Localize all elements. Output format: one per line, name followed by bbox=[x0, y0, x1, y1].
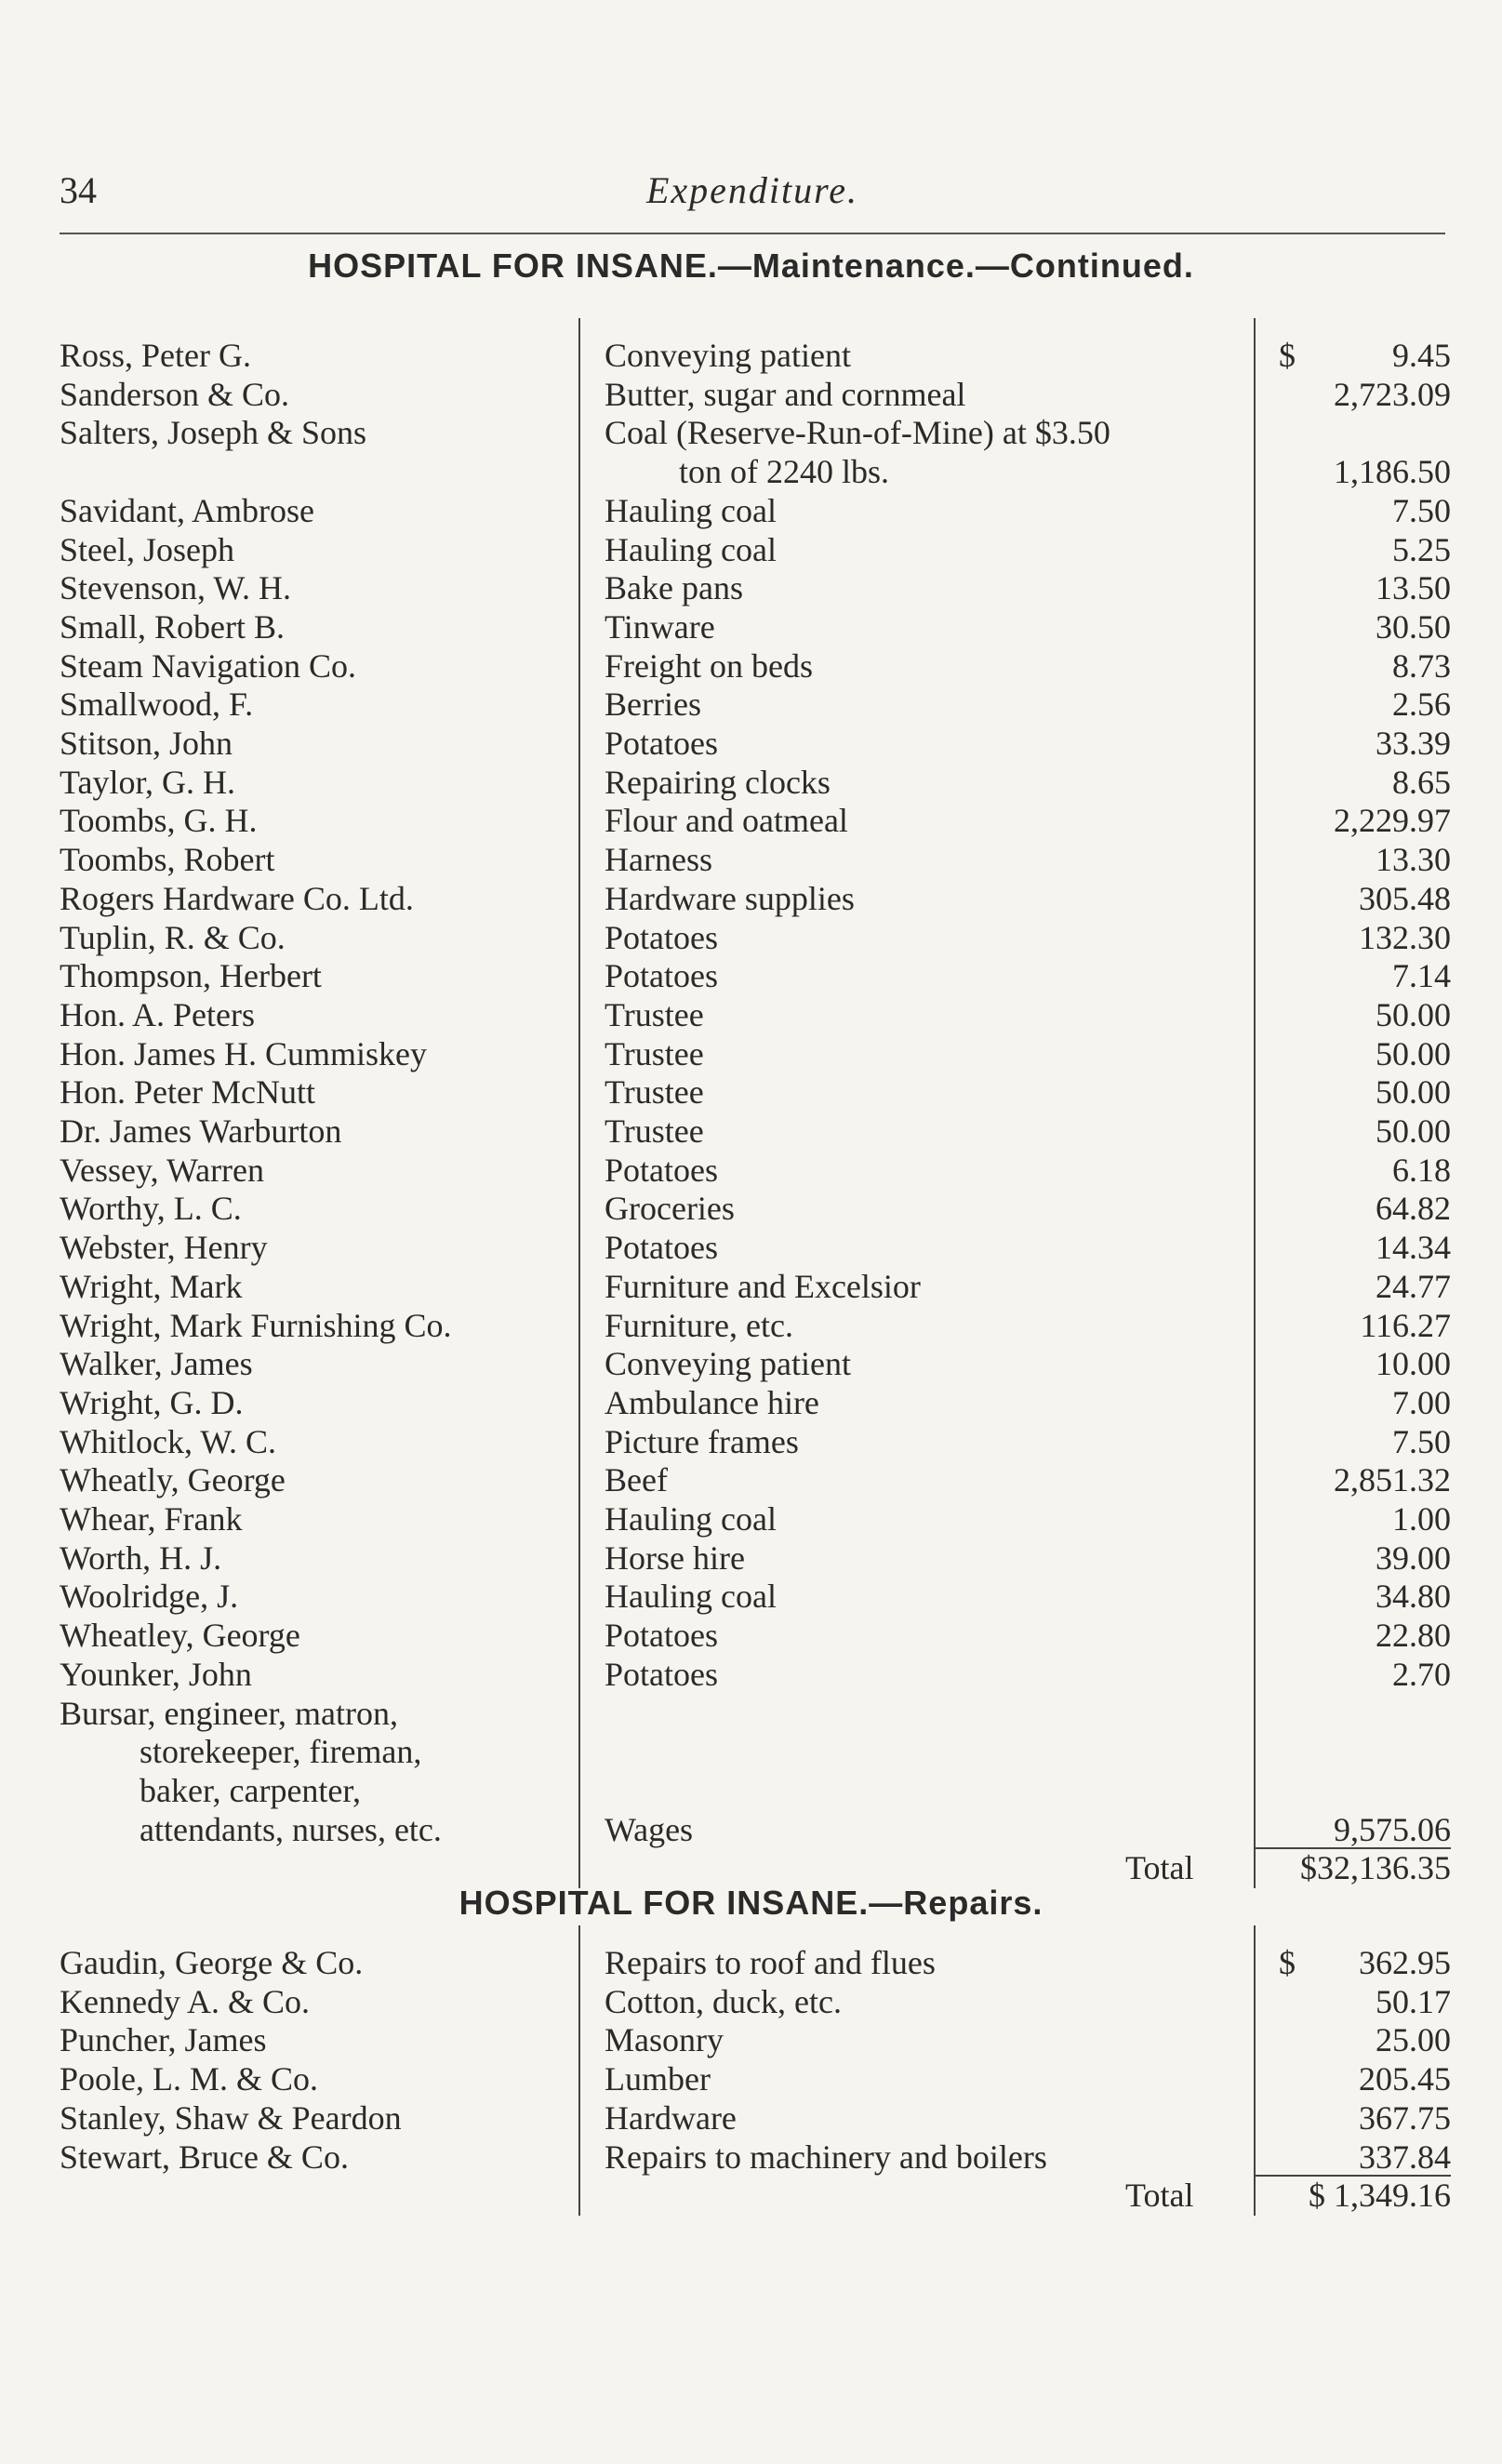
table-row bbox=[0, 492, 1502, 531]
amount: 25.00 bbox=[1376, 2021, 1451, 2059]
item-description: Trustee bbox=[605, 1112, 704, 1150]
item-description: Coal (Reserve-Run-of-Mine) at $3.50 bbox=[605, 414, 1110, 452]
table-row bbox=[0, 1656, 1502, 1695]
total-row bbox=[0, 2177, 1502, 2216]
payee-name: Savidant, Ambrose bbox=[60, 491, 314, 529]
amount: 9.45 bbox=[1392, 337, 1451, 374]
table-row bbox=[0, 1500, 1502, 1539]
table-row bbox=[0, 1733, 1502, 1772]
item-description: Potatoes bbox=[605, 725, 718, 762]
payee-name: Wheatly, George bbox=[60, 1461, 286, 1499]
amount: 6.18 bbox=[1392, 1151, 1451, 1189]
column-rule bbox=[578, 1925, 580, 2216]
table-row bbox=[0, 608, 1502, 647]
item-description: Potatoes bbox=[605, 1229, 718, 1267]
currency-symbol: $ bbox=[1279, 1944, 1296, 1981]
table-row bbox=[0, 880, 1502, 919]
table-row bbox=[0, 1112, 1502, 1152]
payee-name: Wheatley, George bbox=[60, 1617, 300, 1655]
payee-name: Vessey, Warren bbox=[60, 1151, 265, 1189]
table-row bbox=[0, 2099, 1502, 2138]
payee-name: storekeeper, fireman, bbox=[140, 1733, 422, 1771]
running-title: Expenditure. bbox=[645, 169, 858, 211]
amount: 10.00 bbox=[1376, 1345, 1451, 1383]
amount: 367.75 bbox=[1359, 2098, 1451, 2137]
item-description: ton of 2240 lbs. bbox=[679, 453, 890, 491]
item-description: Tinware bbox=[605, 607, 715, 646]
payee-name: Smallwood, F. bbox=[60, 686, 254, 724]
payee-name: Hon. A. Peters bbox=[60, 995, 255, 1033]
column-rule bbox=[1254, 318, 1256, 1888]
table-row bbox=[0, 1983, 1502, 2022]
column-rule bbox=[578, 318, 580, 1888]
payee-name: Walker, James bbox=[60, 1345, 253, 1383]
amount: 50.00 bbox=[1376, 1112, 1451, 1150]
payee-name: Whear, Frank bbox=[60, 1500, 243, 1538]
amount: 7.14 bbox=[1392, 957, 1451, 995]
payee-name: Younker, John bbox=[60, 1655, 252, 1693]
amount: 305.48 bbox=[1359, 879, 1451, 917]
table-row bbox=[0, 414, 1502, 453]
amount: 50.00 bbox=[1376, 995, 1451, 1033]
table-row bbox=[0, 453, 1502, 492]
amount: 7.50 bbox=[1392, 491, 1451, 529]
table-row bbox=[0, 764, 1502, 803]
table-row bbox=[0, 1268, 1502, 1307]
item-description: Potatoes bbox=[605, 1617, 718, 1655]
amount: 2,851.32 bbox=[1334, 1461, 1451, 1499]
amount: 362.95 bbox=[1359, 1944, 1451, 1981]
item-description: Wages bbox=[605, 1810, 694, 1848]
amount: 34.80 bbox=[1376, 1578, 1451, 1616]
table-row bbox=[0, 2138, 1502, 2178]
table-row bbox=[0, 647, 1502, 686]
item-description: Trustee bbox=[605, 995, 704, 1033]
payee-name: Hon. Peter McNutt bbox=[60, 1073, 315, 1112]
amount: 30.50 bbox=[1376, 607, 1451, 646]
payee-name: Stanley, Shaw & Peardon bbox=[60, 2098, 402, 2137]
item-description: Lumber bbox=[605, 2060, 711, 2098]
amount: 50.00 bbox=[1376, 1073, 1451, 1112]
payee-name: Worth, H. J. bbox=[60, 1538, 222, 1577]
table-row bbox=[0, 725, 1502, 764]
table-row bbox=[0, 1617, 1502, 1656]
payee-name: Toombs, Robert bbox=[60, 841, 275, 879]
table-row bbox=[0, 1190, 1502, 1229]
table-row bbox=[0, 1035, 1502, 1074]
page-number: 34 bbox=[60, 169, 97, 211]
item-description: Hardware bbox=[605, 2098, 737, 2137]
total-label: Total bbox=[1125, 2177, 1194, 2215]
item-description: Hauling coal bbox=[605, 1578, 777, 1616]
payee-name: Small, Robert B. bbox=[60, 607, 285, 646]
amount: 24.77 bbox=[1376, 1267, 1451, 1305]
repairs-section-title: HOSPITAL FOR INSANE.—Repairs. bbox=[459, 1884, 1043, 1922]
item-description: Potatoes bbox=[605, 957, 718, 995]
payee-name: Rogers Hardware Co. Ltd. bbox=[60, 879, 414, 917]
table-row bbox=[0, 1073, 1502, 1112]
table-row bbox=[0, 802, 1502, 841]
table-row bbox=[0, 569, 1502, 608]
amount: 64.82 bbox=[1376, 1190, 1451, 1228]
payee-name: Toombs, G. H. bbox=[60, 802, 258, 840]
item-description: Conveying patient bbox=[605, 337, 851, 374]
payee-name: Wright, Mark Furnishing Co. bbox=[60, 1306, 452, 1344]
table-row bbox=[0, 376, 1502, 415]
item-description: Horse hire bbox=[605, 1538, 745, 1577]
amount: 7.00 bbox=[1392, 1383, 1451, 1421]
table-row bbox=[0, 1307, 1502, 1346]
payee-name: Gaudin, George & Co. bbox=[60, 1944, 364, 1981]
amount: 13.30 bbox=[1376, 841, 1451, 879]
amount: 33.39 bbox=[1376, 725, 1451, 762]
payee-name: Kennedy A. & Co. bbox=[60, 1982, 310, 2020]
payee-name: Worthy, L. C. bbox=[60, 1190, 242, 1228]
amount: 22.80 bbox=[1376, 1617, 1451, 1655]
item-description: Masonry bbox=[605, 2021, 724, 2059]
payee-name: Steam Navigation Co. bbox=[60, 646, 356, 685]
amount: 1,186.50 bbox=[1334, 453, 1451, 491]
amount: 337.84 bbox=[1359, 2138, 1451, 2176]
item-description: Potatoes bbox=[605, 1151, 718, 1189]
item-description: Repairs to roof and flues bbox=[605, 1944, 936, 1981]
item-description: Repairing clocks bbox=[605, 763, 831, 801]
total-row bbox=[0, 1849, 1502, 1888]
item-description: Bake pans bbox=[605, 569, 743, 607]
amount: 8.65 bbox=[1392, 763, 1451, 801]
item-description: Hauling coal bbox=[605, 530, 777, 568]
amount: 9,575.06 bbox=[1334, 1810, 1451, 1848]
amount: 2,723.09 bbox=[1334, 375, 1451, 413]
payee-name: Stitson, John bbox=[60, 725, 233, 762]
payee-name: Poole, L. M. & Co. bbox=[60, 2060, 319, 2098]
payee-name: Wright, Mark bbox=[60, 1267, 243, 1305]
payee-name: Thompson, Herbert bbox=[60, 957, 322, 995]
payee-name: Wright, G. D. bbox=[60, 1383, 244, 1421]
payee-name: Puncher, James bbox=[60, 2021, 267, 2059]
item-description: Butter, sugar and cornmeal bbox=[605, 375, 966, 413]
table-row bbox=[0, 841, 1502, 880]
item-description: Berries bbox=[605, 686, 701, 724]
amount: 132.30 bbox=[1359, 918, 1451, 956]
item-description: Beef bbox=[605, 1461, 668, 1499]
payee-name: Stevenson, W. H. bbox=[60, 569, 292, 607]
table-row bbox=[0, 1944, 1502, 1983]
table-row bbox=[0, 1229, 1502, 1268]
table-row bbox=[0, 1539, 1502, 1578]
payee-name: Hon. James H. Cummiskey bbox=[60, 1034, 427, 1072]
payee-name: Tuplin, R. & Co. bbox=[60, 918, 286, 956]
item-description: Potatoes bbox=[605, 1655, 718, 1693]
total-amount: $ 1,349.16 bbox=[1309, 2177, 1451, 2215]
amount: 50.17 bbox=[1376, 1982, 1451, 2020]
amount: 2.56 bbox=[1392, 686, 1451, 724]
payee-name: Taylor, G. H. bbox=[60, 763, 235, 801]
item-description: Furniture and Excelsior bbox=[605, 1267, 921, 1305]
amount: 50.00 bbox=[1376, 1034, 1451, 1072]
amount: 116.27 bbox=[1360, 1306, 1451, 1344]
table-row bbox=[0, 531, 1502, 570]
payee-name: Salters, Joseph & Sons bbox=[60, 414, 367, 452]
table-row bbox=[0, 1423, 1502, 1462]
payee-name: attendants, nurses, etc. bbox=[140, 1810, 442, 1848]
amount: 8.73 bbox=[1392, 646, 1451, 685]
table-row bbox=[0, 1384, 1502, 1423]
payee-name: baker, carpenter, bbox=[140, 1771, 361, 1809]
total-label: Total bbox=[1125, 1849, 1194, 1887]
item-description: Hardware supplies bbox=[605, 879, 855, 917]
amount: 14.34 bbox=[1376, 1229, 1451, 1267]
page-header bbox=[60, 163, 1445, 219]
table-row bbox=[0, 957, 1502, 996]
header-rule bbox=[60, 233, 1445, 234]
table-row bbox=[0, 1772, 1502, 1811]
item-description: Flour and oatmeal bbox=[605, 802, 848, 840]
payee-name: Dr. James Warburton bbox=[60, 1112, 342, 1150]
payee-name: Webster, Henry bbox=[60, 1229, 268, 1267]
item-description: Hauling coal bbox=[605, 1500, 777, 1538]
item-description: Hauling coal bbox=[605, 491, 777, 529]
payee-name: Ross, Peter G. bbox=[60, 337, 251, 374]
table-row bbox=[0, 1695, 1502, 1734]
column-rule bbox=[1254, 1925, 1256, 2216]
table-row bbox=[0, 1152, 1502, 1191]
table-row bbox=[0, 1811, 1502, 1850]
table-row bbox=[0, 996, 1502, 1035]
item-description: Harness bbox=[605, 841, 712, 879]
amount: 5.25 bbox=[1392, 530, 1451, 568]
item-description: Trustee bbox=[605, 1034, 704, 1072]
payee-name: Sanderson & Co. bbox=[60, 375, 289, 413]
table-row bbox=[0, 1461, 1502, 1500]
currency-symbol: $ bbox=[1279, 337, 1296, 374]
payee-name: Whitlock, W. C. bbox=[60, 1422, 276, 1460]
maintenance-section-title: HOSPITAL FOR INSANE.—Maintenance.—Continued. bbox=[308, 246, 1194, 285]
item-description: Conveying patient bbox=[605, 1345, 851, 1383]
item-description: Furniture, etc. bbox=[605, 1306, 793, 1344]
amount: 39.00 bbox=[1376, 1538, 1451, 1577]
payee-name: Steel, Joseph bbox=[60, 530, 234, 568]
item-description: Repairs to machinery and boilers bbox=[605, 2138, 1047, 2176]
item-description: Cotton, duck, etc. bbox=[605, 1982, 842, 2020]
payee-name: Bursar, engineer, matron, bbox=[60, 1694, 398, 1732]
total-amount: $32,136.35 bbox=[1300, 1849, 1451, 1887]
amount: 1.00 bbox=[1392, 1500, 1451, 1538]
table-row bbox=[0, 1345, 1502, 1384]
table-row bbox=[0, 337, 1502, 376]
item-description: Ambulance hire bbox=[605, 1383, 819, 1421]
table-row bbox=[0, 686, 1502, 725]
item-description: Freight on beds bbox=[605, 646, 813, 685]
item-description: Potatoes bbox=[605, 918, 718, 956]
amount: 7.50 bbox=[1392, 1422, 1451, 1460]
payee-name: Stewart, Bruce & Co. bbox=[60, 2138, 349, 2176]
item-description: Trustee bbox=[605, 1073, 704, 1112]
table-row bbox=[0, 1578, 1502, 1617]
amount: 2,229.97 bbox=[1334, 802, 1451, 840]
item-description: Picture frames bbox=[605, 1422, 799, 1460]
amount: 13.50 bbox=[1376, 569, 1451, 607]
table-row bbox=[0, 919, 1502, 958]
amount: 205.45 bbox=[1359, 2060, 1451, 2098]
table-row bbox=[0, 2060, 1502, 2099]
item-description: Groceries bbox=[605, 1190, 735, 1228]
amount: 2.70 bbox=[1392, 1655, 1451, 1693]
table-row bbox=[0, 2021, 1502, 2060]
payee-name: Woolridge, J. bbox=[60, 1578, 239, 1616]
